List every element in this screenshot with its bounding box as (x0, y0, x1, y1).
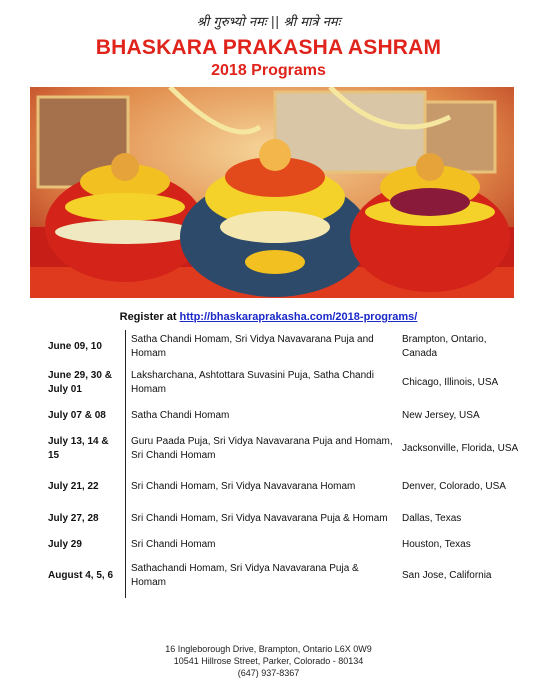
program-name: Satha Chandi Homam, Sri Vidya Navavarana Puja and Homam (131, 334, 374, 359)
table-row (0, 560, 537, 592)
program-location: New Jersey, USA (402, 410, 480, 421)
program-location: Chicago, Illinois, USA (402, 377, 499, 388)
program-date: July 13, 14 & 15 (48, 436, 109, 461)
table-row (0, 330, 537, 364)
program-name: Guru Paada Puja, Sri Vidya Navavarana Puja and Homam, Sri Chandi Homam (131, 436, 393, 461)
program-name: Sri Chandi Homam (131, 539, 216, 550)
program-location: Dallas, Texas (402, 513, 462, 524)
register-line (0, 311, 537, 323)
program-date: August 4, 5, 6 (48, 570, 114, 581)
program-location: Brampton, Ontario, Canada (402, 334, 487, 359)
footer-address-line: 16 Ingleborough Drive, Brampton, Ontario L6X 0W9 (165, 644, 372, 654)
footer-phone: (647) 937-8367 (237, 668, 300, 678)
program-name: Sri Chandi Homam, Sri Vidya Navavarana Homam (131, 481, 356, 492)
deity-photo (30, 87, 514, 298)
page-subtitle: 2018 Programs (211, 62, 326, 79)
register-label: Register at (119, 311, 177, 323)
table-row (0, 535, 537, 555)
program-date: June 09, 10 (48, 341, 102, 352)
program-name: Satha Chandi Homam (131, 410, 230, 421)
program-date: July 07 & 08 (48, 410, 106, 421)
table-row (0, 471, 537, 503)
program-location: San Jose, California (402, 570, 492, 581)
program-location: Denver, Colorado, USA (402, 481, 506, 492)
page-title: BHASKARA PRAKASHA ASHRAM (95, 36, 442, 59)
program-date: July 29 (48, 539, 82, 550)
program-date: July 21, 22 (48, 481, 99, 492)
program-name: Sri Chandi Homam, Sri Vidya Navavarana Puja & Homam (131, 513, 388, 524)
program-name: Sathachandi Homam, Sri Vidya Navavarana Puja & Homam (131, 563, 359, 588)
footer-address-line: 10541 Hillrose Street, Parker, Colorado - 80134 (173, 656, 364, 666)
deity-photo-illustration (30, 87, 514, 298)
program-date: July 27, 28 (48, 513, 99, 524)
program-location: Jacksonville, Florida, USA (402, 443, 519, 454)
table-row (0, 509, 537, 529)
programs-table (0, 330, 537, 598)
table-row (0, 366, 537, 400)
program-date: June 29, 30 & July 01 (48, 370, 112, 395)
table-row (0, 433, 537, 465)
table-row (0, 406, 537, 426)
program-name: Laksharchana, Ashtottara Suvasini Puja, Satha Chandi Homam (131, 370, 374, 395)
register-link[interactable]: http://bhaskaraprakasha.com/2018-programs/ (179, 311, 418, 323)
footer-address (0, 643, 537, 679)
sanskrit-invocation: श्री गुरुभ्यो नमः || श्री मात्रे नमः (196, 15, 341, 30)
program-location: Houston, Texas (402, 539, 471, 550)
